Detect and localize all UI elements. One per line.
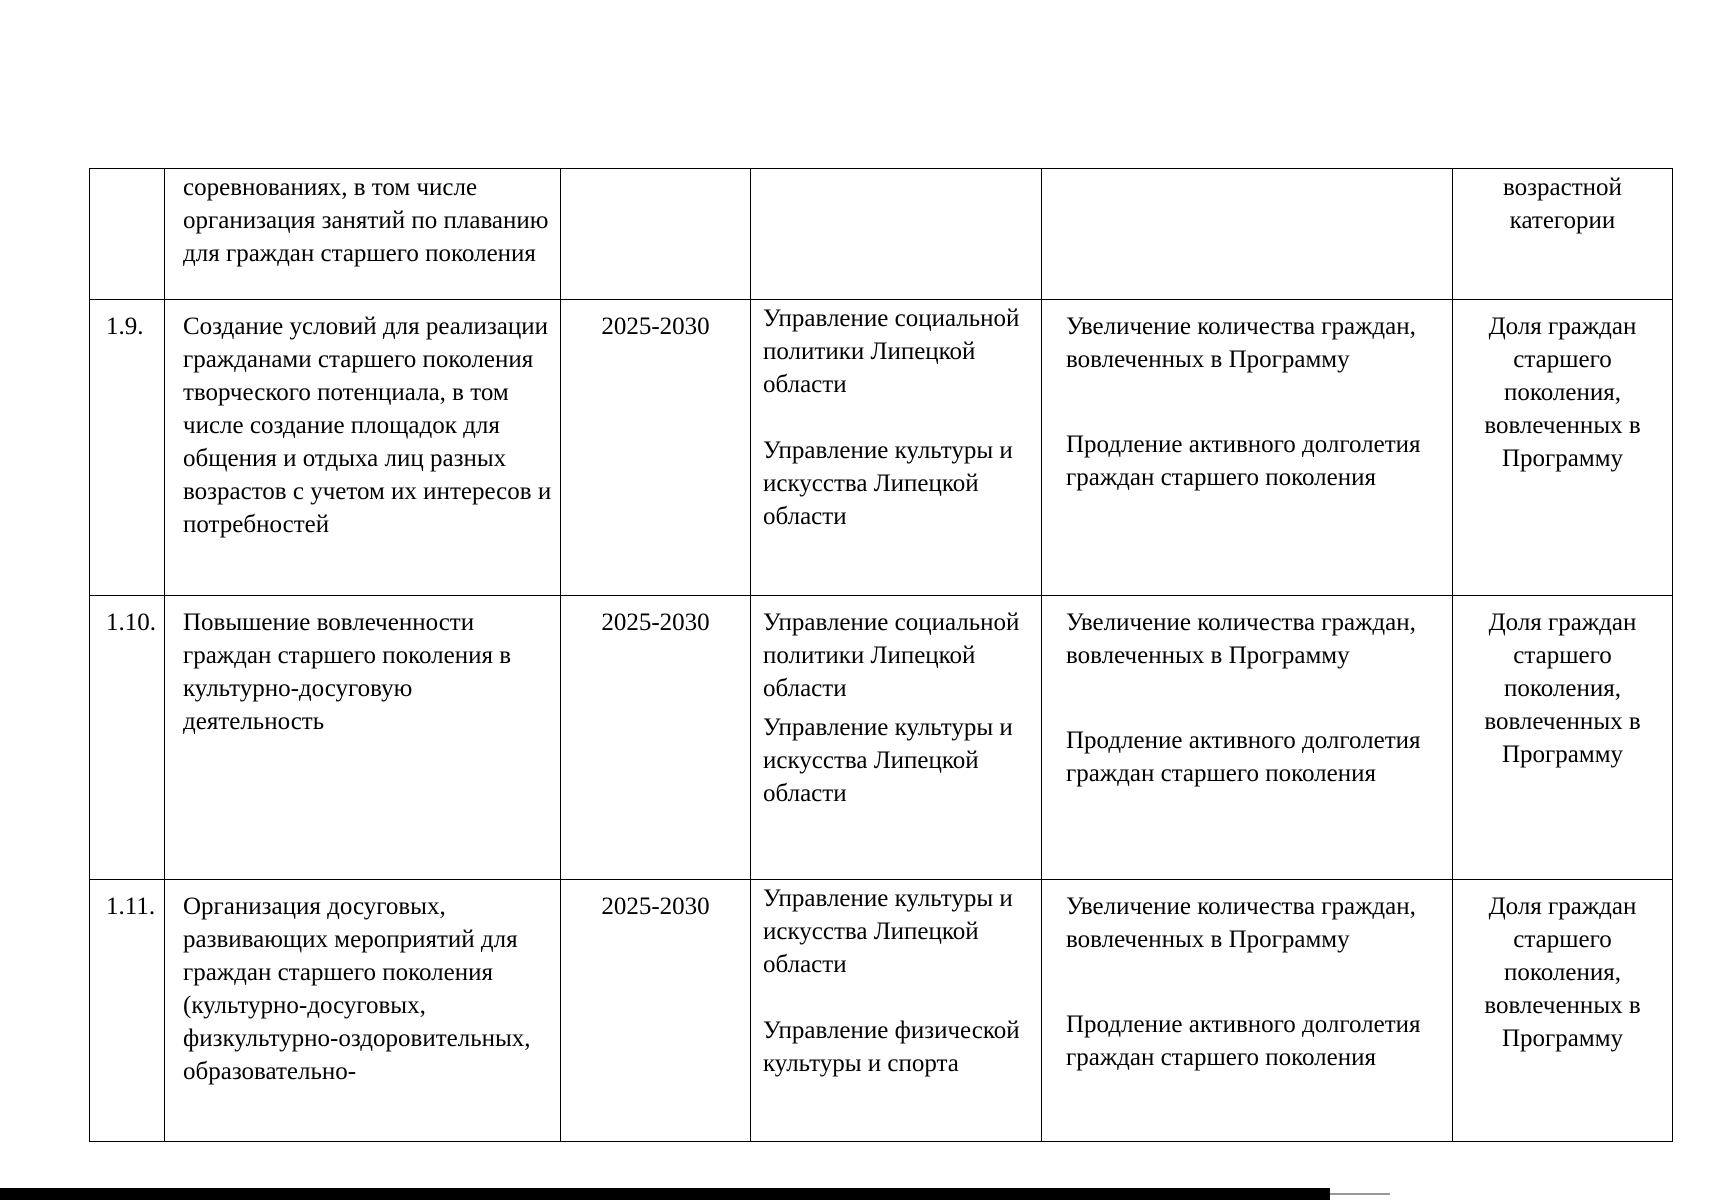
executor-text: Управление физической культуры и спорта <box>763 1017 1020 1077</box>
result-text: Продление активного долголетия граждан старшего поколения <box>1066 1011 1421 1071</box>
executor-text: Управление социальной политики Липецкой области <box>763 305 1020 398</box>
result-text: Увеличение количества граждан, вовлеченных в Программу <box>1066 609 1416 669</box>
period-cell: 2025-2030 <box>561 880 751 1142</box>
period-cell: 2025-2030 <box>561 300 751 596</box>
indicator-cell: Доля граждан старшего поколения, вовлеченных в Программу <box>1453 300 1673 596</box>
scan-edge-line <box>0 1188 1330 1200</box>
program-measures-table <box>89 168 1673 1142</box>
result-text: Продление активного долголетия граждан старшего поколения <box>1066 727 1421 787</box>
indicator-cell: Доля граждан старшего поколения, вовлеченных в Программу <box>1453 596 1673 880</box>
executor-text: Управление культуры и искусства Липецкой области <box>763 437 1013 530</box>
period-cell <box>561 169 751 300</box>
table-row <box>90 300 1673 596</box>
executors-cell <box>751 880 1042 1142</box>
result-text: Увеличение количества граждан, вовлеченных в Программу <box>1066 893 1416 953</box>
indicator-cell: Доля граждан старшего поколения, вовлеченных в Программу <box>1453 880 1673 1142</box>
period-cell: 2025-2030 <box>561 596 751 880</box>
results-cell <box>1042 169 1453 300</box>
results-cell <box>1042 880 1453 1142</box>
row-number: 1.10. <box>90 596 165 880</box>
table-row <box>90 169 1673 300</box>
scan-edge-line-faint <box>1330 1193 1390 1195</box>
executors-cell <box>751 169 1042 300</box>
result-text: Продление активного долголетия граждан старшего поколения <box>1066 431 1421 491</box>
indicator-cell: возрастной категории <box>1453 169 1673 300</box>
event-cell: Организация досуговых, развивающих мероприятий для граждан старшего поколения (культурно-досуговых, физкультурно-оздоровительных, образовательно- <box>165 880 561 1142</box>
result-text: Увеличение количества граждан, вовлеченных в Программу <box>1066 313 1416 373</box>
executors-cell <box>751 596 1042 880</box>
table-row <box>90 880 1673 1142</box>
executors-cell <box>751 300 1042 596</box>
event-cell: Создание условий для реализации гражданами старшего поколения творческого потенциала, в том числе создание площадок для общения и отдыха лиц разных возрастов с учетом их интересов и потребностей <box>165 300 561 596</box>
results-cell <box>1042 596 1453 880</box>
executor-text: Управление культуры и искусства Липецкой области <box>763 714 1013 807</box>
event-cell: соревнованиях, в том числе организация занятий по плаванию для граждан старшего поколения <box>165 169 561 300</box>
executor-text: Управление социальной политики Липецкой области <box>763 609 1020 702</box>
row-number <box>90 169 165 300</box>
results-cell <box>1042 300 1453 596</box>
executor-text: Управление культуры и искусства Липецкой области <box>763 885 1013 978</box>
row-number: 1.11. <box>90 880 165 1142</box>
row-number: 1.9. <box>90 300 165 596</box>
table-row <box>90 596 1673 880</box>
event-cell: Повышение вовлеченности граждан старшего поколения в культурно-досуговую деятельность <box>165 596 561 880</box>
